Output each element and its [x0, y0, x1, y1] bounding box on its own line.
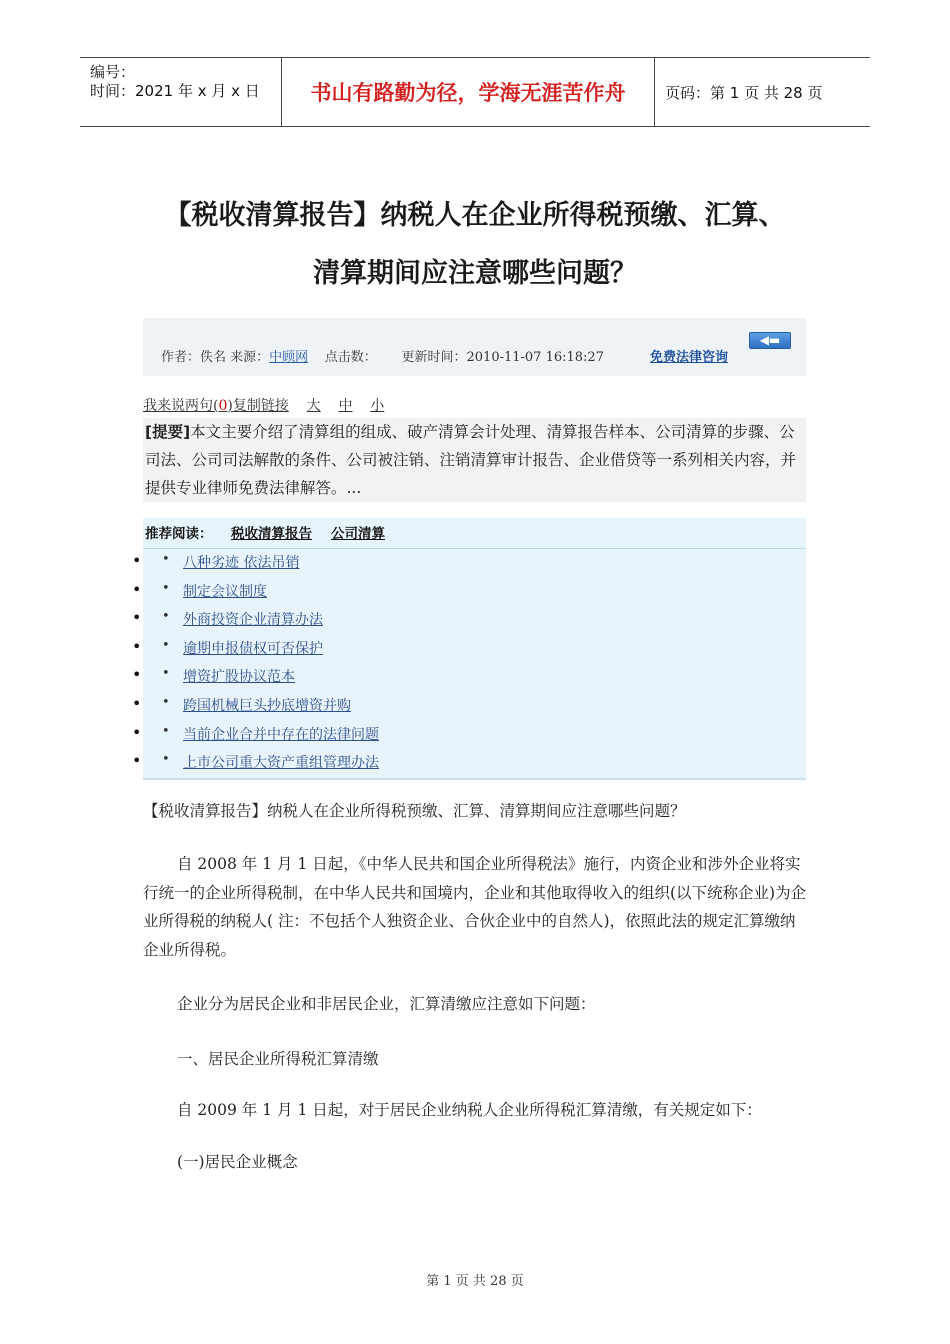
recommend-link[interactable]: 当前企业合并中存在的法律问题: [183, 726, 379, 743]
body-paragraph-3: 自 2009 年 1 月 1 日起，对于居民企业纳税人企业所得税汇算清缴，有关规定如下：: [177, 1101, 762, 1119]
number-label: 编号：: [90, 63, 136, 81]
recommend-link[interactable]: 逾期申报债权可否保护: [183, 640, 323, 657]
bullet-icon: •: [132, 551, 142, 570]
bullet-icon: •: [162, 637, 170, 653]
summary-box: [143, 418, 806, 502]
bullet-icon: •: [162, 609, 170, 625]
updated-label: 更新时间：2010-11-07 16:18:27: [401, 350, 604, 365]
bullet-icon: •: [162, 723, 170, 739]
bullet-icon: •: [162, 752, 170, 768]
list-item: [132, 692, 806, 721]
page-footer: 第 1 页 共 28 页: [426, 1274, 524, 1289]
article-info-box: [143, 318, 806, 376]
time-label: 时间：2021 年 x 月 x 日: [90, 82, 260, 100]
font-size-large[interactable]: 大: [306, 398, 321, 414]
font-size-medium[interactable]: 中: [338, 398, 353, 414]
list-item: [132, 578, 806, 607]
author-label: 作者：佚名 来源：: [161, 350, 270, 365]
bullet-icon: •: [132, 665, 142, 685]
bullet-icon: •: [162, 580, 170, 596]
summary-label: [提要]: [145, 423, 191, 441]
free-consult-link[interactable]: 免费法律咨询: [650, 350, 729, 365]
recommend-tag-1[interactable]: 公司清算: [331, 526, 385, 542]
list-item: [132, 635, 806, 664]
recommend-link[interactable]: 八种劣迹 依法吊销: [183, 555, 300, 571]
recommend-tag-0[interactable]: 税收清算报告: [231, 526, 312, 542]
recommend-link[interactable]: 制定会议制度: [183, 583, 267, 600]
back-arrow-icon: ◀▬: [759, 333, 781, 347]
recommend-box: [132, 518, 806, 780]
recommend-list: [132, 549, 806, 778]
recommend-link[interactable]: 外商投资企业清算办法: [183, 612, 323, 629]
comment-suffix: ): [227, 398, 233, 414]
recommend-link[interactable]: 增资扩股协议范本: [183, 669, 295, 686]
recommend-header: [143, 518, 806, 549]
comment-link[interactable]: [143, 398, 233, 414]
recommend-link[interactable]: 跨国机械巨头抄底增资并购: [183, 697, 351, 714]
body-paragraph-2: 企业分为居民企业和非居民企业，汇算清缴应注意如下问题：: [177, 995, 596, 1013]
bullet-icon: •: [132, 636, 142, 656]
body-title-paragraph: 【税收清算报告】纳税人在企业所得税预缴、汇算、清算期间应注意哪些问题？: [143, 802, 686, 820]
body-paragraph-1: 自 2008 年 1 月 1 日起，《中华人民共和国企业所得税法》施行，内资企业和涉外企业将实行统一的企业所得税制，在中华人民共和国境内，企业和其他取得收入的组织(以下统称企业)为企业所得税的纳税人( 注：不包括个人独资企业、合伙企业中的自然人)，依照此法的规定汇算缴纳企业所得税。: [143, 855, 807, 959]
article-meta: [161, 346, 604, 365]
source-link[interactable]: 中顾网: [269, 350, 309, 365]
bullet-icon: •: [132, 693, 142, 713]
list-item: [132, 749, 806, 778]
copy-link-button[interactable]: 复制链接: [232, 398, 289, 414]
summary-paragraph: [143, 418, 806, 502]
page-title-line1: 【税收清算报告】纳税人在企业所得税预缴、汇算、: [164, 200, 786, 231]
bullet-icon: •: [162, 552, 170, 567]
comment-prefix: 我来说两句(: [143, 398, 219, 414]
comment-count: 0: [218, 398, 228, 414]
header-table: [80, 57, 870, 127]
section-heading-1: 一、居民企业所得税汇算清缴: [177, 1050, 379, 1068]
clicks-label: 点击数：: [324, 350, 377, 365]
page-info: 页码：第 1 页 共 28 页: [665, 83, 823, 102]
recommend-link[interactable]: 上市公司重大资产重组管理办法: [183, 755, 379, 772]
bullet-icon: •: [132, 722, 142, 742]
list-item: [132, 549, 806, 578]
summary-text: 本文主要介绍了清算组的组成、破产清算会计处理、清算报告样本、公司清算的步骤、公司法、公司司法解散的条件、公司被注销、注销清算审计报告、企业借贷等一系列相关内容，并提供专业律师免费法律解答。...: [145, 423, 797, 497]
bullet-icon: •: [132, 751, 142, 771]
list-item: [132, 606, 806, 635]
header-meta-cell: [80, 58, 282, 126]
bullet-icon: •: [162, 666, 170, 682]
bullet-icon: •: [132, 608, 142, 628]
motto: 书山有路勤为径，学海无涯苦作舟: [282, 58, 655, 126]
bullet-icon: •: [162, 694, 170, 710]
article-tools: [143, 395, 384, 415]
page-title-line2: 清算期间应注意哪些问题？: [313, 258, 637, 289]
back-button[interactable]: [749, 332, 791, 349]
bullet-icon: •: [132, 579, 142, 599]
list-item: [132, 721, 806, 750]
subsection-heading-1: (一)居民企业概念: [177, 1153, 298, 1171]
font-size-small[interactable]: 小: [370, 398, 385, 414]
recommend-label: 推荐阅读：: [145, 526, 213, 542]
list-item: [132, 663, 806, 692]
